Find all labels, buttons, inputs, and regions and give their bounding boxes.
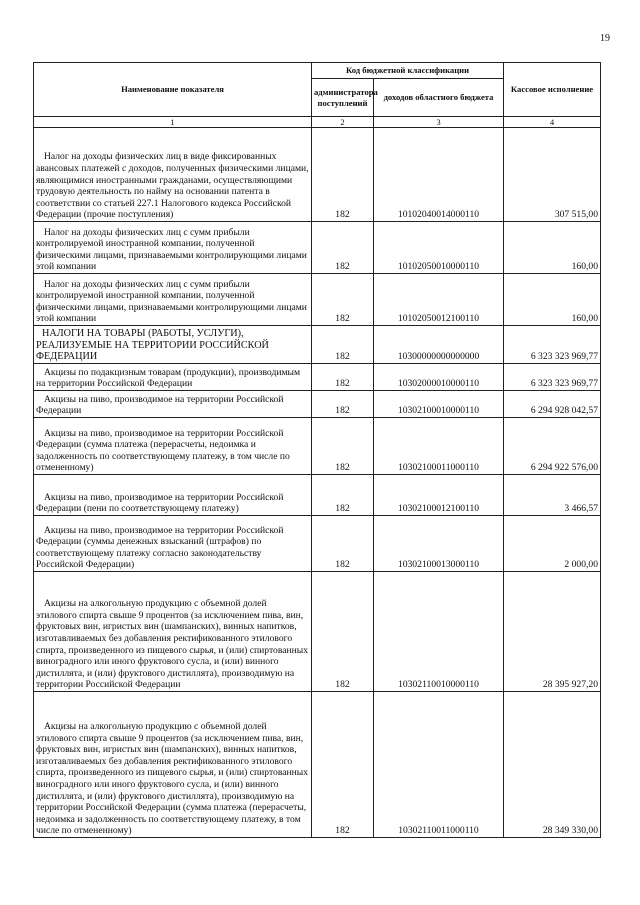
table-row bbox=[34, 274, 601, 326]
row-admin-code: 182 bbox=[312, 326, 374, 364]
row-budget-code: 10300000000000000 bbox=[374, 326, 504, 364]
row-budget-code: 10302110011000110 bbox=[374, 692, 504, 838]
row-admin-code: 182 bbox=[312, 418, 374, 475]
row-name: Налог на доходы физических лиц с сумм прибыли контролируемой иностранной компании, полученной физическими лицами, признаваемыми контролирующими лицами этой компании bbox=[34, 222, 312, 274]
row-amount: 307 515,00 bbox=[504, 128, 601, 222]
table-row bbox=[34, 391, 601, 418]
budget-revenue-table bbox=[33, 62, 601, 838]
row-name: НАЛОГИ НА ТОВАРЫ (РАБОТЫ, УСЛУГИ), РЕАЛИЗУЕМЫЕ НА ТЕРРИТОРИИ РОССИЙСКОЙ ФЕДЕРАЦИИ bbox=[34, 326, 312, 364]
column-number: 2 bbox=[312, 117, 374, 128]
row-admin-code: 182 bbox=[312, 128, 374, 222]
column-number: 4 bbox=[504, 117, 601, 128]
row-budget-code: 10102050012100110 bbox=[374, 274, 504, 326]
row-budget-code: 10102040014000110 bbox=[374, 128, 504, 222]
table-row bbox=[34, 692, 601, 838]
row-amount: 28 395 927,20 bbox=[504, 572, 601, 692]
row-amount: 2 000,00 bbox=[504, 516, 601, 572]
row-budget-code: 10302000010000110 bbox=[374, 364, 504, 391]
table-row bbox=[34, 516, 601, 572]
row-budget-code: 10302100011000110 bbox=[374, 418, 504, 475]
row-name: Акцизы по подакцизным товарам (продукции), производимым на территории Российской Федерации bbox=[34, 364, 312, 391]
row-amount: 6 294 928 042,57 bbox=[504, 391, 601, 418]
table-row bbox=[34, 364, 601, 391]
row-admin-code: 182 bbox=[312, 516, 374, 572]
header-indicator-name: Наименование показателя bbox=[34, 63, 312, 117]
row-budget-code: 10302100012100110 bbox=[374, 475, 504, 516]
row-name: Акцизы на пиво, производимое на территории Российской Федерации (суммы денежных взысканий (штрафов) по соответствующему платежу согласно законодательству Российской Федерации) bbox=[34, 516, 312, 572]
row-admin-code: 182 bbox=[312, 222, 374, 274]
row-amount: 160,00 bbox=[504, 274, 601, 326]
row-admin-code: 182 bbox=[312, 572, 374, 692]
row-name: Акцизы на пиво, производимое на территории Российской Федерации bbox=[34, 391, 312, 418]
column-number: 1 bbox=[34, 117, 312, 128]
column-number-row bbox=[34, 117, 601, 128]
row-admin-code: 182 bbox=[312, 391, 374, 418]
header-budget-code-group: Код бюджетной классификации bbox=[312, 63, 504, 79]
row-budget-code: 10302100013000110 bbox=[374, 516, 504, 572]
row-admin-code: 182 bbox=[312, 475, 374, 516]
row-amount: 6 323 323 969,77 bbox=[504, 326, 601, 364]
row-admin-code: 182 bbox=[312, 364, 374, 391]
row-amount: 3 466,57 bbox=[504, 475, 601, 516]
table-row bbox=[34, 418, 601, 475]
row-name: Акцизы на алкогольную продукцию с объемной долей этилового спирта свыше 9 процентов (за исключением пива, вин, фруктовых вин, игристых вин (шампанских), винных напитков, изготавливаемых без добавления ректификованного этилового спирта, произведенного из пищевого сырья, и (или) спиртованных виноградного или иного фруктового сусла, и (или) винного дистиллята, и (или) фруктового дистиллята), производимую на территории Российской Федерации (сумма платежа (перерасчеты, недоимка и задолженность по соответствующему платежу, в том числе по отмененному) bbox=[34, 692, 312, 838]
row-budget-code: 10302100010000110 bbox=[374, 391, 504, 418]
row-amount: 6 323 323 969,77 bbox=[504, 364, 601, 391]
row-budget-code: 10302110010000110 bbox=[374, 572, 504, 692]
header-administrator: администратора поступлений bbox=[312, 79, 374, 117]
row-name: Налог на доходы физических лиц с сумм прибыли контролируемой иностранной компании, полученной физическими лицами, признаваемыми контролирующими лицами этой компании bbox=[34, 274, 312, 326]
header-regional-revenue: доходов областного бюджета bbox=[374, 79, 504, 117]
row-budget-code: 10102050010000110 bbox=[374, 222, 504, 274]
row-amount: 160,00 bbox=[504, 222, 601, 274]
row-name: Налог на доходы физических лиц в виде фиксированных авансовых платежей с доходов, полученных физическими лицами, являющимися иностранными гражданами, осуществляющими трудовую деятельность по найму на основании патента в соответствии со статьей 227.1 Налогового кодекса Российской Федерации (прочие поступления) bbox=[34, 128, 312, 222]
row-name: Акцизы на пиво, производимое на территории Российской Федерации (сумма платежа (перерасчеты, недоимка и задолженность по соответствующему платежу, в том числе по отмененному) bbox=[34, 418, 312, 475]
table-row bbox=[34, 222, 601, 274]
row-amount: 6 294 922 576,00 bbox=[504, 418, 601, 475]
row-name: Акцизы на алкогольную продукцию с объемной долей этилового спирта свыше 9 процентов (за исключением пива, вин, фруктовых вин, игристых вин (шампанских), винных напитков, изготавливаемых без добавления ректификованного этилового спирта, произведенного из пищевого сырья, и (или) спиртованных виноградного или иного фруктового сусла, и (или) винного дистиллята, и (или) фруктового дистиллята), производимую на территории Российской Федерации bbox=[34, 572, 312, 692]
column-number: 3 bbox=[374, 117, 504, 128]
table-row bbox=[34, 326, 601, 364]
row-name: Акцизы на пиво, производимое на территории Российской Федерации (пени по соответствующему платежу) bbox=[34, 475, 312, 516]
row-amount: 28 349 330,00 bbox=[504, 692, 601, 838]
page-number: 19 bbox=[600, 33, 610, 44]
header-cash-execution: Кассовое исполнение bbox=[504, 63, 601, 117]
table-row bbox=[34, 128, 601, 222]
table-row bbox=[34, 475, 601, 516]
row-admin-code: 182 bbox=[312, 274, 374, 326]
row-admin-code: 182 bbox=[312, 692, 374, 838]
table-row bbox=[34, 572, 601, 692]
